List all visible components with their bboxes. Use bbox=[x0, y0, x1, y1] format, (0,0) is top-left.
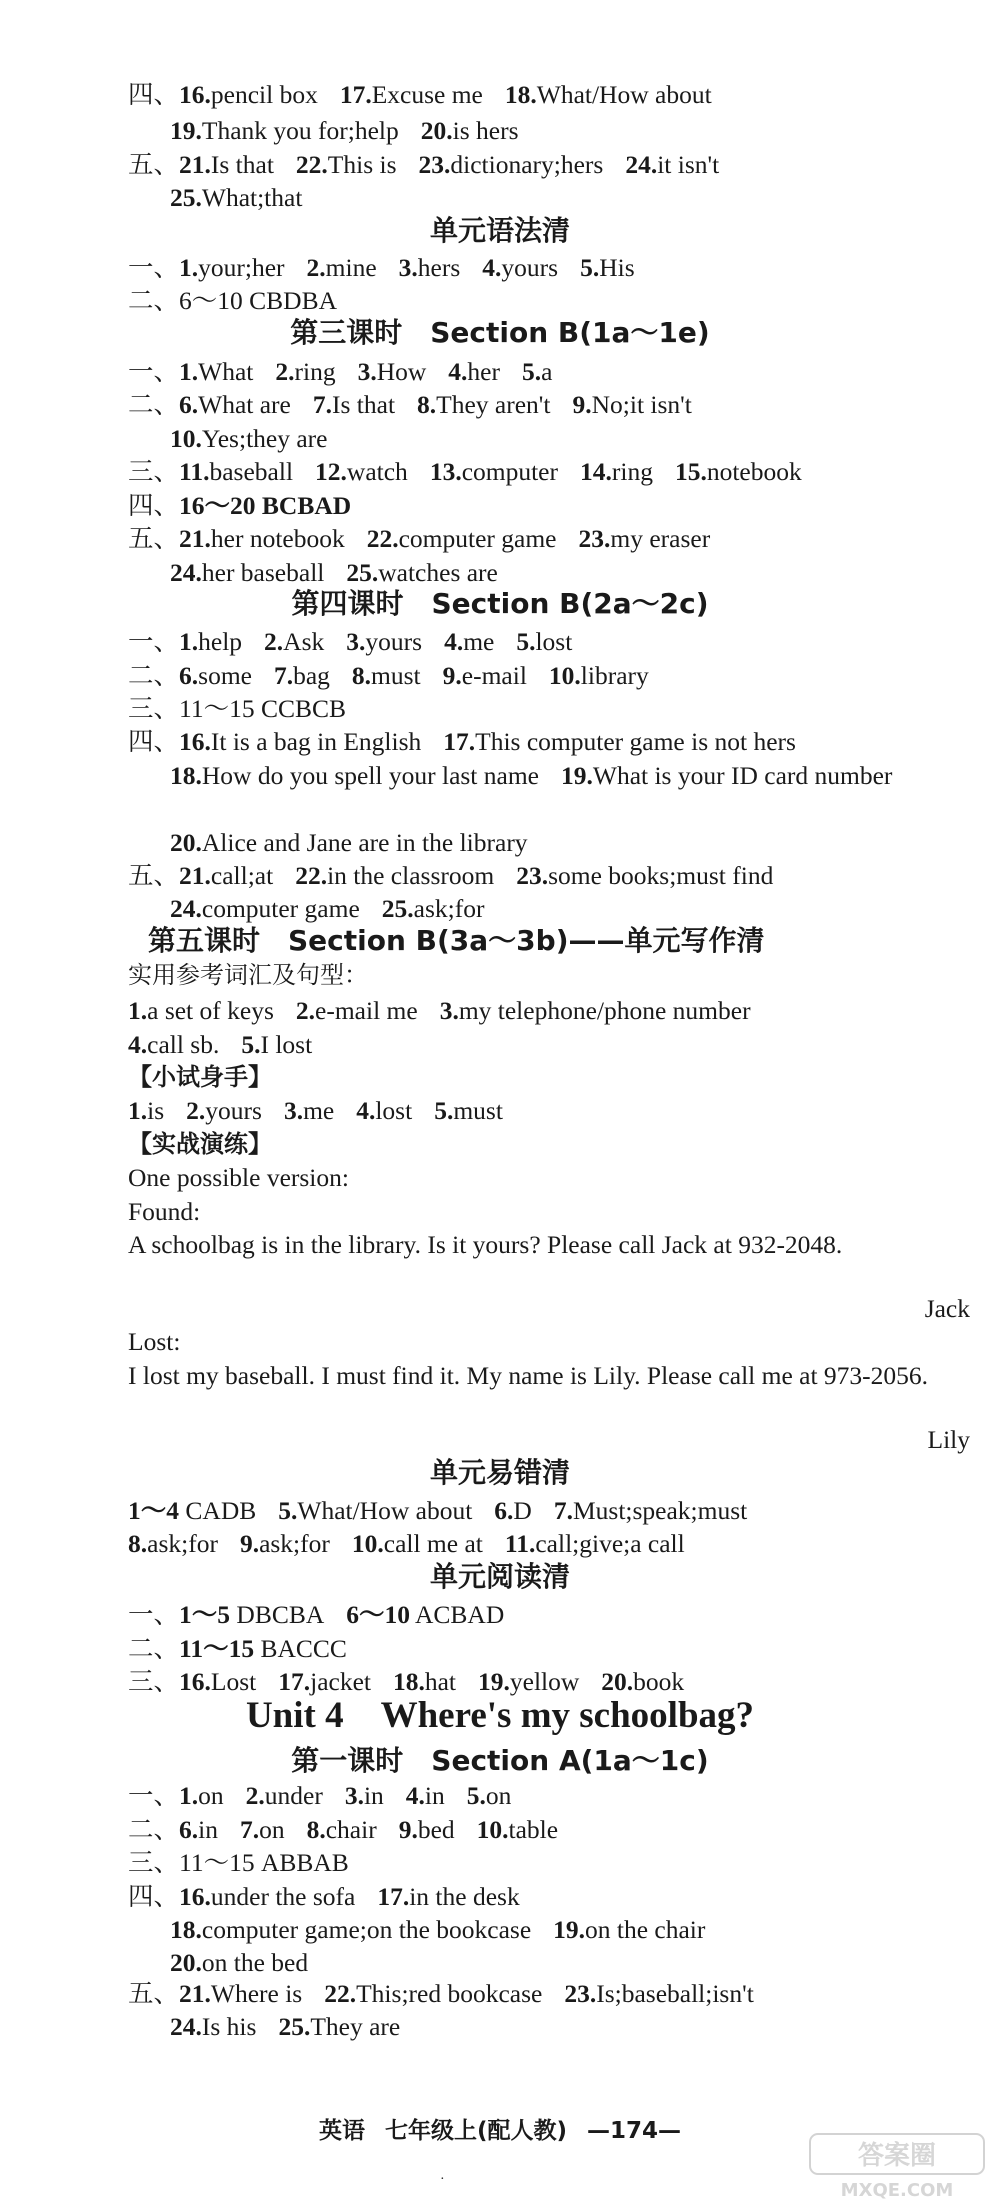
answer-line: 一、1.What 2.ring 3.How 4.her 5.a bbox=[128, 357, 553, 387]
answer-line: 四、16.It is a bag in English 17.This computer game is not hers bbox=[128, 727, 796, 757]
lesson-heading: 第四课时 Section B(2a～2c) bbox=[291, 587, 709, 621]
lesson-heading: 第一课时 Section A(1a～1c) bbox=[291, 1744, 709, 1778]
answer-line: 1.a set of keys 2.e-mail me 3.my telephone/phone number bbox=[128, 996, 751, 1026]
answer-line: 一、1～5 DBCBA 6～10 ACBAD bbox=[128, 1600, 505, 1630]
footer-dot: · bbox=[440, 2172, 445, 2187]
lesson-heading: 第五课时 Section B(3a～3b)——单元写作清 bbox=[148, 924, 765, 958]
answer-line: 18.computer game;on the bookcase 19.on the chair bbox=[170, 1915, 706, 1945]
found-signature: Jack bbox=[924, 1294, 970, 1324]
answer-line: 8.ask;for 9.ask;for 10.call me at 11.call;give;a call bbox=[128, 1529, 685, 1559]
section-heading: 单元易错清 bbox=[429, 1455, 570, 1489]
footer-grade: 七年级上(配人教) bbox=[384, 2118, 567, 2145]
answer-line: 五、21.Is that 22.This is 23.dictionary;hers 24.it isn't bbox=[128, 149, 720, 179]
lost-text: I lost my baseball. I must find it. My name is Lily. Please call me at 973-2056. bbox=[128, 1360, 929, 1390]
try-label: 【小试身手】 bbox=[128, 1062, 272, 1091]
answer-line: 二、6.in 7.on 8.chair 9.bed 10.table bbox=[128, 1814, 559, 1844]
answer-line: 24.Is his 25.They are bbox=[170, 2012, 401, 2042]
lost-label: Lost: bbox=[128, 1327, 181, 1357]
answer-line: 三、11.baseball 12.watch 13.computer 14.ring 15.notebook bbox=[128, 457, 802, 487]
answer-line: 1.is 2.yours 3.me 4.lost 5.must bbox=[128, 1096, 503, 1126]
found-text: A schoolbag is in the library. Is it yours? Please call Jack at 932-2048. bbox=[128, 1230, 843, 1259]
section-heading: 单元阅读清 bbox=[429, 1560, 570, 1594]
lost-signature: Lily bbox=[927, 1424, 970, 1454]
answer-line: 24.her baseball 25.watches are bbox=[170, 557, 498, 587]
answer-line: 五、21.her notebook 22.computer game 23.my eraser bbox=[128, 524, 711, 554]
answer-line: 25.What;that bbox=[170, 183, 303, 212]
footer-page-number: —174— bbox=[587, 2118, 682, 2145]
svg-text:答案圈: 答案圈 bbox=[857, 2141, 937, 2172]
footer-subject: 英语 bbox=[318, 2118, 365, 2145]
vocab-label: 实用参考词汇及句型： bbox=[128, 961, 368, 990]
answer-line: 三、16.Lost 17.jacket 18.hat 19.yellow 20.book bbox=[128, 1667, 685, 1697]
answer-line: 一、1.on 2.under 3.in 4.in 5.on bbox=[128, 1781, 512, 1811]
answer-line: 五、21.call;at 22.in the classroom 23.some books;must find bbox=[128, 861, 774, 891]
unit-heading: Unit 4 Where's my schoolbag? bbox=[245, 1695, 755, 1737]
answer-line: 二、11～15 BACCC bbox=[128, 1633, 347, 1663]
answer-line: 二、6～10 CBDBA bbox=[128, 286, 337, 316]
answer-line: 20.Alice and Jane are in the library bbox=[170, 827, 528, 857]
answer-line: 18.How do you spell your last name 19.What is your ID card number bbox=[170, 760, 893, 790]
answer-line: 四、16.under the sofa 17.in the desk bbox=[128, 1881, 520, 1911]
answer-line: 一、1.your;her 2.mine 3.hers 4.yours 5.His bbox=[128, 252, 635, 282]
answer-line: 三、11～15 ABBAB bbox=[128, 1848, 349, 1878]
answer-line: 二、6.some 7.bag 8.must 9.e-mail 10.library bbox=[128, 660, 649, 690]
answer-line: 二、6.What are 7.Is that 8.They aren't 9.No;it isn't bbox=[128, 390, 692, 420]
answer-line: 1～4 CADB 5.What/How about 6.D 7.Must;speak;must bbox=[128, 1495, 748, 1525]
answer-line: 四、16.pencil box 17.Excuse me 18.What/How about bbox=[128, 79, 712, 109]
answer-line: 10.Yes;they are bbox=[170, 423, 328, 453]
answer-line: 一、1.help 2.Ask 3.yours 4.me 5.lost bbox=[128, 627, 573, 657]
answer-line: 4.call sb. 5.I lost bbox=[128, 1029, 313, 1059]
lesson-heading: 第三课时 Section B(1a～1e) bbox=[290, 315, 710, 349]
practice-label: 【实战演练】 bbox=[128, 1129, 272, 1158]
found-label: Found: bbox=[128, 1196, 201, 1226]
answer-line: 20.on the bed bbox=[170, 1948, 309, 1978]
answer-line: 五、21.Where is 22.This;red bookcase 23.Is;baseball;isn't bbox=[128, 1979, 754, 2009]
answer-line: 24.computer game 25.ask;for bbox=[170, 894, 485, 924]
svg-text:MXQE.COM: MXQE.COM bbox=[840, 2180, 954, 2202]
answer-line: 19.Thank you for;help 20.is hers bbox=[170, 116, 519, 146]
section-heading: 单元语法清 bbox=[429, 214, 570, 248]
answer-line: 四、16～20 BCBAD bbox=[128, 490, 352, 520]
answer-line: 三、11～15 CCBCB bbox=[128, 693, 346, 723]
version-text: One possible version: bbox=[128, 1163, 349, 1193]
watermark-logo bbox=[808, 2130, 986, 2202]
